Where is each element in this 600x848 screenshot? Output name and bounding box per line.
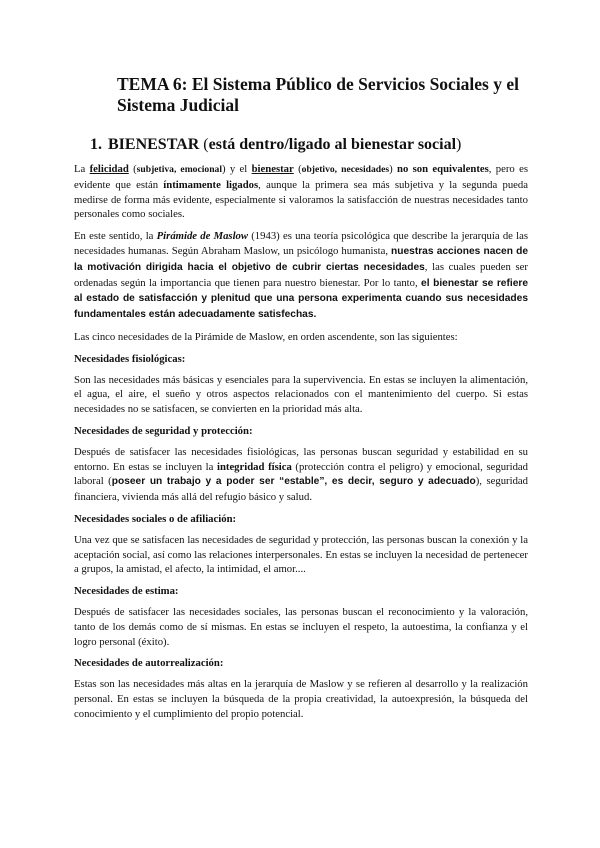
need-text: Después de satisfacer las necesidades sociales, las personas buscan el reconocimiento y la valoración, tanto de los demás como de sí mismas. En estas se incluyen el respeto, la autoestima, la confianza y el logro personal (éxito).	[74, 605, 528, 648]
need-heading: Necesidades sociales o de afiliación:	[74, 512, 237, 525]
section-subtitle: (está dentro/ligado al bienestar social)	[203, 136, 462, 153]
term-piramide: Pirámide de Maslow	[156, 230, 249, 243]
term-bienestar: bienestar	[251, 163, 294, 175]
paragraph-maslow: En este sentido, la Pirámide de Maslow (1943) es una teoría psicológica que describe la jerarquía de las necesidades humanas. Según Abraham Maslow, un psicólogo humanista, nuestras acciones nacen de la motivación dirigida hacia el objetivo de cubrir ciertas necesidades, las cuales pueden ser ordenadas según la importancia que tienen para nuestro bienestar. Por lo tanto, el bienestar se refiere al estado de satisfacción y plenitud que una persona experimenta cuando sus necesidades fundamentales están adecuadamente satisfechas.	[74, 230, 529, 321]
term-felicidad: felicidad	[89, 163, 129, 175]
need-text: Estas son las necesidades más altas en la jerarquía de Maslow y se refieren al desarrollo y la realización personal. En estas se incluyen la búsqueda de la propia creatividad, la autoexpresión, la búsqueda del conocimiento y el cumplimiento del propio potencial.	[74, 678, 528, 720]
need-heading: Necesidades fisiológicas:	[74, 352, 186, 365]
need-heading: Necesidades de seguridad y protección:	[74, 424, 253, 437]
need-text: Después de satisfacer las necesidades fisiológicas, las personas buscan seguridad y estabilidad en su entorno. En estas se incluyen la integridad física (protección contra el peligro) y emocional, seguridad laboral (poseer un trabajo y a poder ser “estable”, es decir, seguro y adecuado), seguridad financiera, vivienda más allá del refugio básico y salud.	[74, 445, 529, 504]
need-heading: Necesidades de autorrealización:	[74, 657, 224, 670]
paragraph-felicidad: La felicidad (subjetiva, emocional) y el bienestar (objetivo, necesidades) no son equivalentes, pero es evidente que están íntimamente ligados, aunque la primera sea más subjetiva y la segunda pueda medirse de forma más evidente, especialmente si valoramos la satisfacción de nuestras necesidades tanto personales como sociales.	[74, 163, 529, 221]
section-title: BIENESTAR	[108, 136, 200, 153]
need-heading: Necesidades de estima:	[74, 585, 179, 598]
section-heading	[90, 135, 530, 155]
need-text: Una vez que se satisfacen las necesidades de seguridad y protección, las personas buscan la conexión y la aceptación social, así como las relaciones interpersonales. En estas se incluyen la necesidad de pertenecer a grupos, la amistad, el afecto, la intimidad, el amor....	[74, 533, 528, 576]
document-body	[74, 162, 528, 729]
document-title: TEMA 6: El Sistema Público de Servicios Sociales y el Sistema Judicial	[117, 74, 519, 115]
paragraph-intro-list: Las cinco necesidades de la Pirámide de Maslow, en orden ascendente, son las siguientes:	[74, 330, 458, 343]
need-text: Son las necesidades más básicas y esenciales para la supervivencia. En estas se incluyen la alimentación, el agua, el aire, el sueño y otros aspectos relacionados con el mantenimiento del cuerpo. Si estas necesidades no se satisfacen, se convierten en la prioridad más alta.	[74, 373, 528, 416]
section-number: 1.	[90, 136, 102, 153]
